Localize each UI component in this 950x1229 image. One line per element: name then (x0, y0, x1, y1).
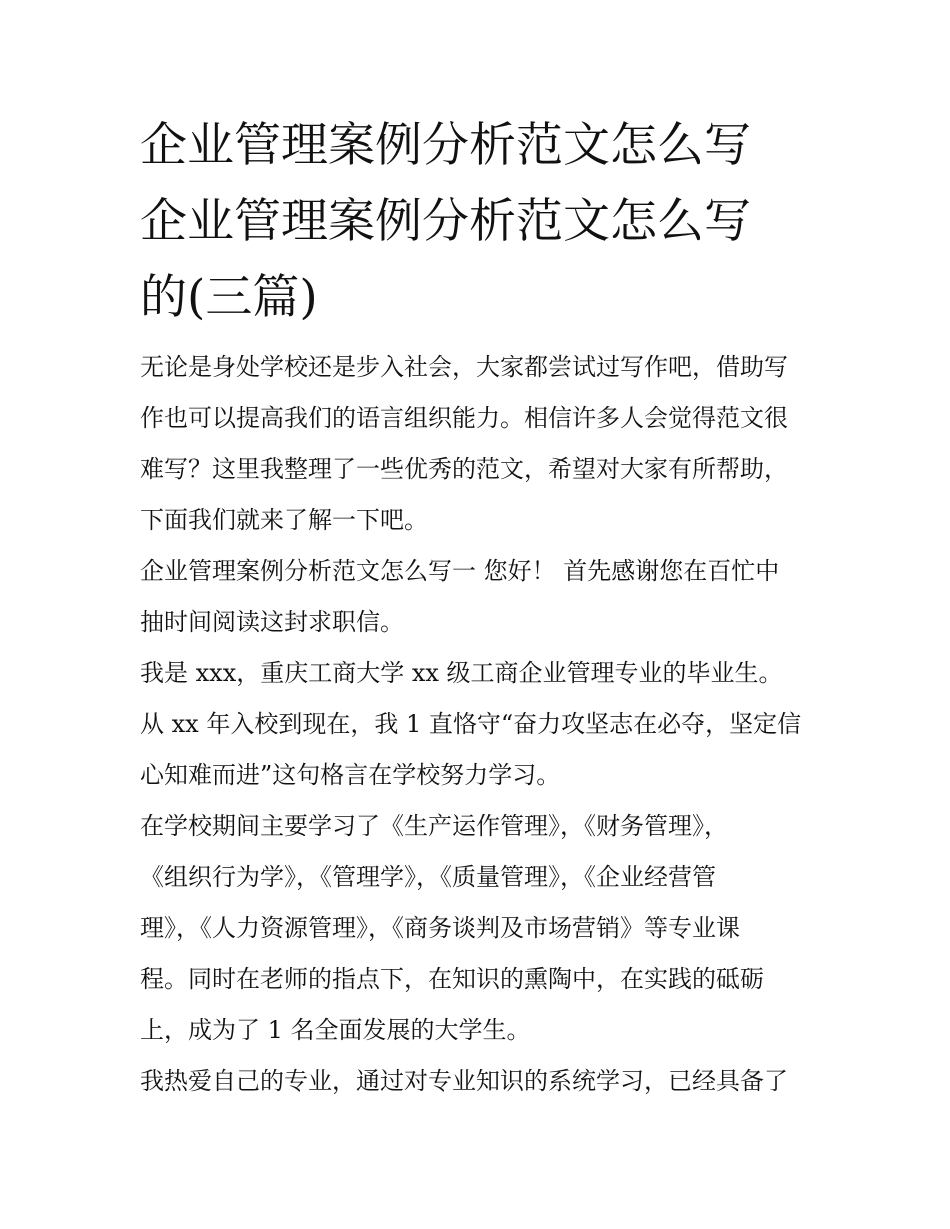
motto-paragraph (140, 699, 830, 801)
title-line: 企业管理案例分析范文怎么写 (140, 194, 751, 249)
text-line: 从 xx 年入校到现在，我 1 直恪守“奋力攻坚志在必夺，坚定信 (140, 710, 802, 738)
courses-paragraph (140, 801, 830, 1056)
text-line: 抽时间阅读这封求职信。 (140, 608, 404, 636)
document-title (140, 108, 830, 336)
text-line: 作也可以提高我们的语言组织能力。相信许多人会觉得范文很 (140, 404, 788, 432)
greeting-paragraph (140, 546, 830, 648)
text-line: 企业管理案例分析范文怎么写一 您好！ 首先感谢您在百忙中 (140, 557, 780, 585)
title-line: 企业管理案例分析范文怎么写 (140, 118, 751, 173)
text-line: 我是 xxx，重庆工商大学 xx 级工商企业管理专业的毕业生。 (140, 659, 783, 687)
text-line: 理》，《人力资源管理》，《商务谈判及市场营销》等专业课 (140, 914, 740, 942)
self-intro-paragraph (140, 648, 830, 699)
title-line: 的(三篇) (140, 270, 318, 325)
text-line: 下面我们就来了解一下吧。 (140, 506, 428, 534)
intro-paragraph (140, 342, 830, 546)
text-line: 我热爱自己的专业，通过对专业知识的系统学习，已经具备了 (140, 1067, 788, 1095)
text-line: 心知难而进”这句格言在学校努力学习。 (140, 761, 561, 789)
text-line: 在学校期间主要学习了《生产运作管理》，《财务管理》， (140, 812, 728, 840)
text-line: 难写？这里我整理了一些优秀的范文，希望对大家有所帮助， (140, 455, 788, 483)
text-line: 无论是身处学校还是步入社会，大家都尝试过写作吧，借助写 (140, 353, 788, 381)
text-line: 上，成为了 1 名全面发展的大学生。 (140, 1016, 531, 1044)
text-line: 程。同时在老师的指点下，在知识的熏陶中，在实践的砥砺 (140, 965, 764, 993)
closing-paragraph (140, 1056, 830, 1107)
text-line: 《组织行为学》，《管理学》，《质量管理》，《企业经营管 (140, 863, 716, 891)
document-page (140, 108, 830, 1107)
